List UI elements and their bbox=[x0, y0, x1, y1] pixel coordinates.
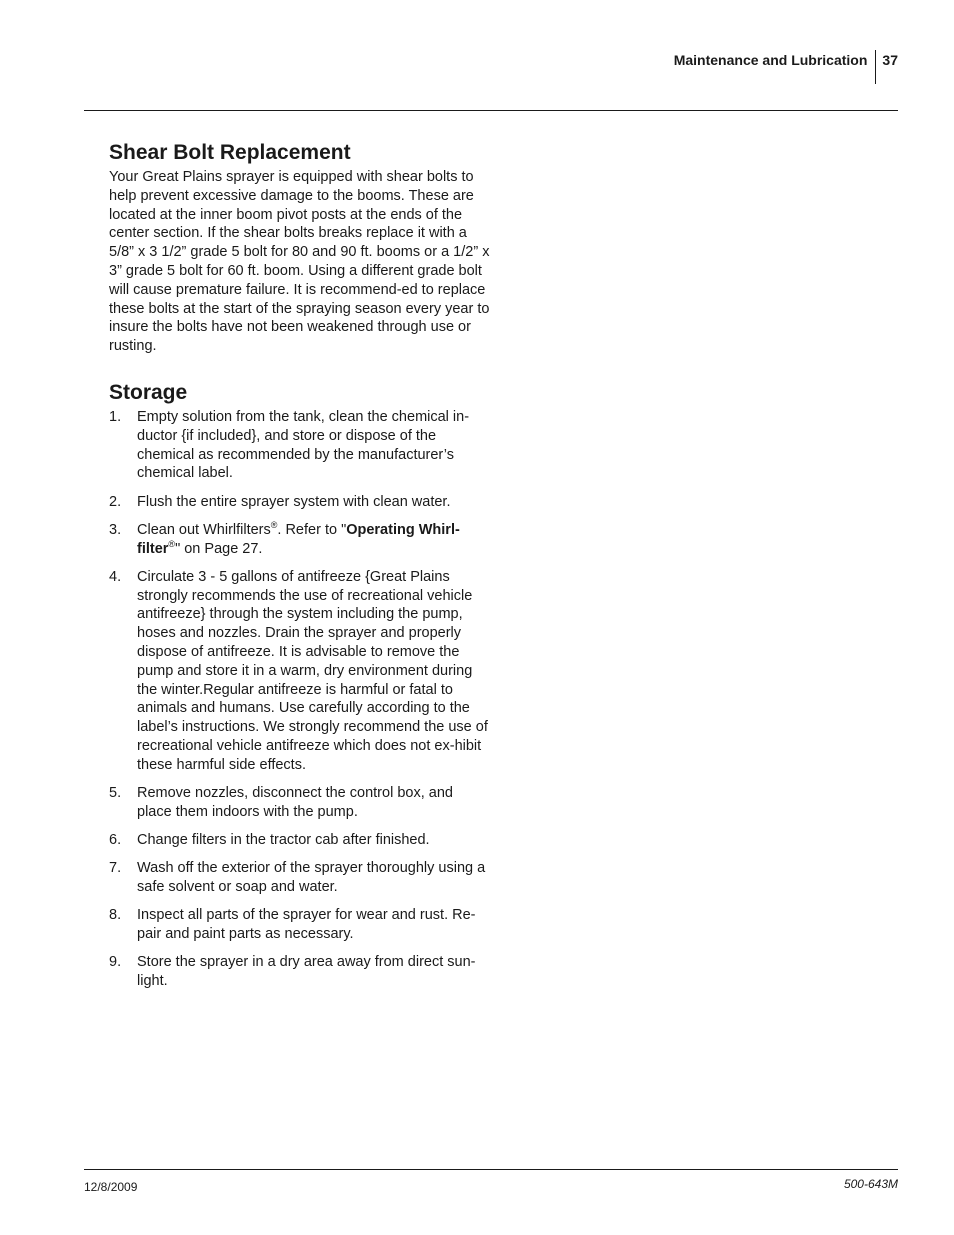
step-text: Inspect all parts of the sprayer for wear and rust. Re-pair and paint parts as necessary. bbox=[137, 907, 476, 942]
step-text bbox=[137, 521, 491, 559]
storage-steps-list bbox=[109, 408, 491, 991]
page-header bbox=[674, 50, 898, 84]
step-text: Circulate 3 - 5 gallons of antifreeze {Great Plains strongly recommends the use of recreational vehicle antifreeze} through the system including the pump, hoses and nozzles. Drain the sprayer and properly dispose of antifreeze. It is advisable to remove the pump and store it in a warm, dry environment during the winter.Regular antifreeze is harmful or fatal to animals and humans. Use carefully according to the label’s instructions. We strongly recommend the use of recreational vehicle antifreeze which does not ex-hibit these harmful side effects. bbox=[137, 568, 488, 773]
step-number: 8. bbox=[109, 907, 122, 924]
footer-doc-number: 500-643M bbox=[843, 1177, 898, 1191]
step-number: 4. bbox=[109, 568, 122, 585]
registered-mark: ® bbox=[270, 519, 278, 530]
step-text-part: " on Page 27. bbox=[175, 540, 263, 557]
step-text: Flush the entire sprayer system with clean water. bbox=[137, 493, 451, 510]
main-content bbox=[109, 140, 491, 1000]
page-number: 37 bbox=[882, 52, 898, 68]
list-item bbox=[109, 568, 491, 775]
storage-heading: Storage bbox=[109, 380, 188, 404]
step-text: Store the sprayer in a dry area away from direct sun-light. bbox=[137, 954, 476, 989]
list-item bbox=[109, 493, 491, 512]
header-rule bbox=[84, 110, 898, 111]
step-text: Empty solution from the tank, clean the chemical in-ductor {if included}, and store or dispose of the chemical as recommended by the manufacturer’s chemical label. bbox=[137, 408, 470, 482]
footer-rule bbox=[84, 1169, 898, 1170]
shear-bolt-heading: Shear Bolt Replacement bbox=[109, 141, 351, 164]
header-divider bbox=[875, 50, 876, 84]
list-item bbox=[109, 408, 491, 483]
step-text-part: Clean out Whirlfilters bbox=[137, 521, 271, 538]
step-number: 6. bbox=[109, 831, 122, 848]
header-section-title: Maintenance and Lubrication bbox=[673, 52, 868, 68]
footer-date: 12/8/2009 bbox=[84, 1180, 138, 1194]
shear-bolt-paragraph: Your Great Plains sprayer is equipped with shear bolts to help prevent excessive damage to the booms. These are located at the inner boom pivot posts at the ends of the center section. If the shear bolts breaks replace it with a 5/8” x 3 1/2” grade 5 bolt for 80 and 90 ft. booms or a 1/2” x 3” grade 5 bolt for 60 ft. boom. Using a different grade bolt will cause premature failure. It is recommend-ed to replace these bolts at the start of the spraying season every year to insure the bolts have not been weakened through use or rusting. bbox=[109, 169, 490, 355]
cross-reference-title: Operating Whirl-filter bbox=[137, 521, 460, 557]
step-number: 5. bbox=[109, 784, 122, 801]
step-number: 3. bbox=[109, 521, 122, 538]
step-number: 2. bbox=[109, 493, 122, 510]
step-number: 7. bbox=[109, 860, 122, 877]
step-text-part: . Refer to " bbox=[277, 521, 347, 538]
registered-mark: ® bbox=[168, 538, 176, 549]
list-item bbox=[109, 831, 491, 850]
list-item bbox=[109, 784, 491, 822]
step-text: Remove nozzles, disconnect the control box, and place them indoors with the pump. bbox=[137, 784, 453, 820]
list-item bbox=[109, 906, 491, 944]
list-item bbox=[109, 859, 491, 897]
step-number: 9. bbox=[109, 954, 122, 971]
step-text: Change filters in the tractor cab after finished. bbox=[137, 831, 430, 848]
step-number: 1. bbox=[109, 408, 122, 425]
list-item bbox=[109, 521, 491, 559]
step-text: Wash off the exterior of the sprayer thoroughly using a safe solvent or soap and water. bbox=[137, 860, 486, 895]
list-item bbox=[109, 953, 491, 991]
